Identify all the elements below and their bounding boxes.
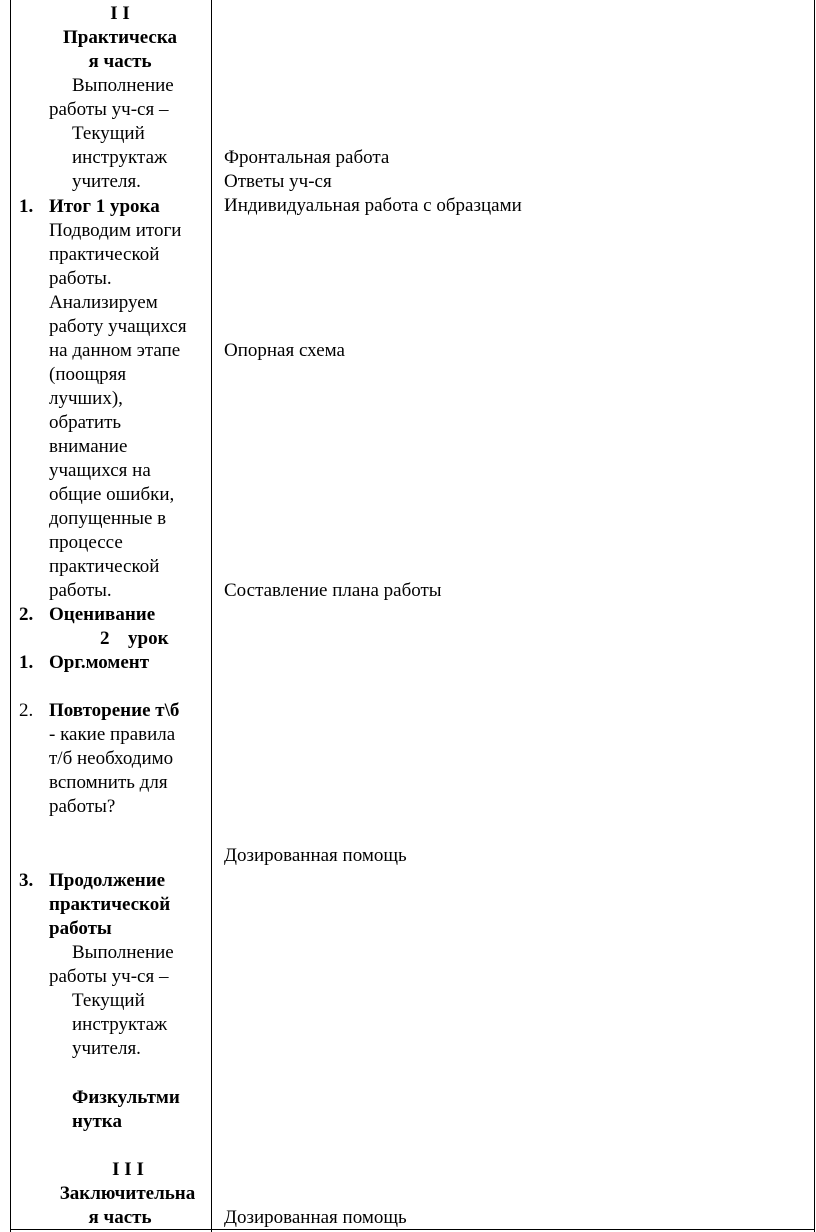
- table-right-border: [814, 0, 815, 1232]
- text-line: общие ошибки,: [49, 484, 175, 505]
- list-number: 1.: [19, 652, 34, 673]
- list-heading: работы: [49, 918, 112, 939]
- text-line: Анализируем: [49, 292, 158, 313]
- text-line: Текущий: [72, 990, 145, 1011]
- lesson-label: урок: [128, 628, 169, 649]
- text-line: процессе: [49, 532, 123, 553]
- text-line: инструктаж: [72, 1014, 168, 1035]
- list-heading: практической: [49, 894, 171, 915]
- text-line: Текущий: [72, 123, 145, 144]
- text-line: работы?: [49, 796, 116, 817]
- activity-heading: нутка: [72, 1111, 122, 1132]
- text-line: учителя.: [72, 171, 141, 192]
- section-title: Заключительна: [59, 1183, 196, 1204]
- activity-heading: Физкультми: [72, 1087, 180, 1108]
- text-line: (поощряя: [49, 364, 127, 385]
- section-title: Практическа: [62, 27, 178, 48]
- text-line: практической: [49, 244, 160, 265]
- text-line: вспомнить для: [49, 772, 168, 793]
- text-line: внимание: [49, 436, 128, 457]
- text-line: работы.: [49, 580, 112, 601]
- text-line: работы.: [49, 268, 112, 289]
- section-title: я часть: [88, 1207, 152, 1228]
- method-line: Опорная схема: [224, 340, 345, 361]
- text-line: инструктаж: [72, 147, 168, 168]
- section-title: я часть: [88, 51, 152, 72]
- text-line: Выполнение: [72, 942, 174, 963]
- list-number: 2.: [19, 604, 34, 625]
- method-line: Фронтальная работа: [224, 147, 390, 168]
- text-line: практической: [49, 556, 160, 577]
- section-number: I I: [110, 3, 130, 24]
- text-line: учащихся на: [49, 460, 151, 481]
- list-number: 3.: [19, 870, 34, 891]
- lesson-number: 2: [100, 628, 110, 649]
- text-line: допущенные в: [49, 508, 167, 529]
- list-heading: Оценивание: [49, 604, 156, 625]
- list-heading: Продолжение: [49, 870, 166, 891]
- table-left-border: [10, 0, 11, 1232]
- method-line: Индивидуальная работа с образцами: [224, 195, 522, 216]
- column-divider: [211, 0, 212, 1232]
- text-line: работу учащихся: [49, 316, 187, 337]
- text-line: - какие правила: [49, 724, 176, 745]
- text-line: на данном этапе: [49, 340, 181, 361]
- text-line: Подводим итоги: [49, 220, 182, 241]
- text-line: обратить: [49, 412, 122, 433]
- method-line: Составление плана работы: [224, 580, 442, 601]
- section-number: I I I: [112, 1159, 144, 1180]
- list-heading: Итог 1 урока: [49, 196, 160, 217]
- text-line: лучших),: [49, 388, 123, 409]
- text-line: Выполнение: [72, 75, 174, 96]
- list-number: 1.: [19, 196, 34, 217]
- text-line: работы уч-ся –: [49, 99, 169, 120]
- method-line: Ответы уч-ся: [224, 171, 332, 192]
- text-line: работы уч-ся –: [49, 966, 169, 987]
- list-heading: Повторение т\б: [49, 700, 180, 721]
- text-line: т/б необходимо: [49, 748, 174, 769]
- method-line: Дозированная помощь: [224, 845, 407, 866]
- method-line: Дозированная помощь: [224, 1207, 407, 1228]
- list-heading: Орг.момент: [49, 652, 150, 673]
- text-line: учителя.: [72, 1038, 141, 1059]
- list-number: 2.: [19, 700, 34, 721]
